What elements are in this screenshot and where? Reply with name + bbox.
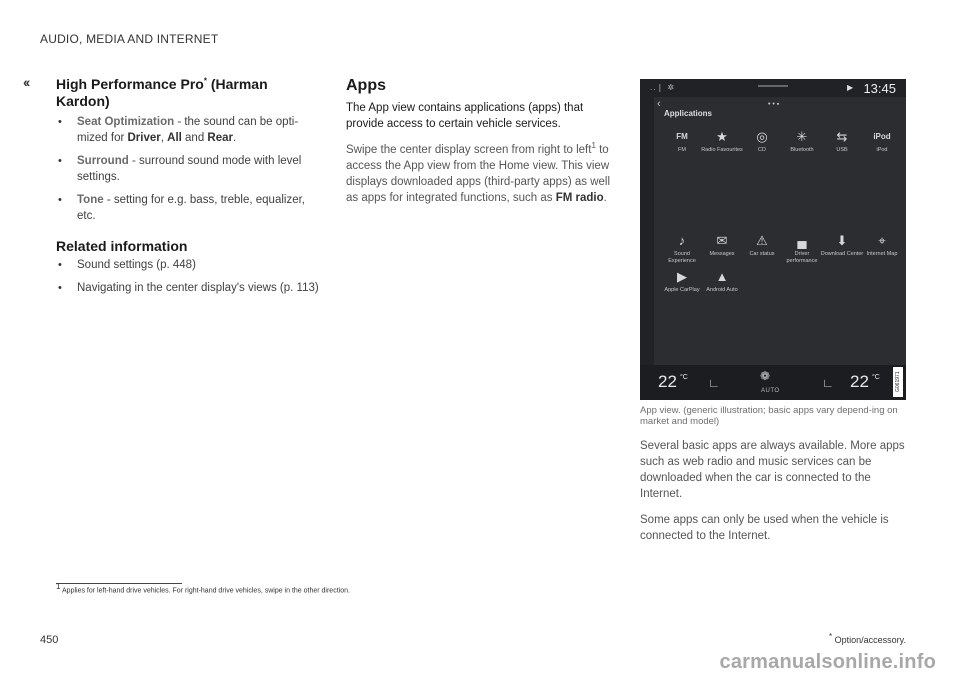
footnote: $^1$ Applies for left-hand drive vehicles. For right-hand drive vehicles, swipe in the other direction. (56, 582, 350, 595)
app-radio-favourites[interactable]: ★ Radio Favourites (701, 129, 743, 153)
list-item: • Surround - surround sound mode with level settings. (56, 153, 321, 185)
app-usb[interactable]: ⇆ USB (836, 129, 848, 153)
left-column (56, 76, 321, 303)
app-download-center[interactable]: ⬇ Download Center (820, 233, 864, 257)
app-ipod[interactable]: iPod iPod (873, 132, 891, 153)
seat-heat-left-icon[interactable]: ∟ (708, 376, 720, 390)
clock: 13:45 (863, 81, 896, 96)
app-grid-area (654, 97, 906, 365)
seat-heat-right-icon[interactable]: ∟ (822, 376, 834, 390)
image-reference-code: G061971 (893, 367, 903, 397)
app-sound-experience[interactable]: ♪ Sound Experience (668, 233, 696, 264)
continued-chevron-icon: ‹‹ (23, 74, 29, 90)
temp-right[interactable]: 22 (850, 372, 869, 391)
app-driver-performance[interactable]: ▄ Driver performance (786, 233, 818, 264)
body-paragraph: Some apps can only be used when the vehicle is connected to the Internet. (640, 514, 889, 542)
play-indicator-icon: ▶ (847, 83, 854, 92)
climate-bar (640, 365, 906, 400)
app-car-status[interactable]: ⚠ Car status (749, 233, 775, 257)
related-link[interactable]: • Sound settings (p. 448) (56, 257, 321, 273)
lead-paragraph: The App view contains applications (apps) that provide access to certain vehicle services. (346, 102, 584, 130)
related-heading: Related information (56, 238, 188, 254)
app-apple-carplay[interactable]: ▶ Apple CarPlay (664, 269, 700, 293)
app-internet-map[interactable]: ⌖ Internet Map (866, 233, 898, 257)
temp-unit-left: °C (680, 374, 688, 381)
app-fm[interactable]: FM FM (676, 132, 688, 153)
app-cd[interactable]: ◎ CD (756, 129, 768, 153)
body-paragraph: Swipe the center display screen from right to left$^1$ to access the App view from the Home view. This view displays downloaded apps (third-party apps) as well as apps for integrated functions, such as FM radio. (346, 141, 611, 204)
option-note: * Option/accessory. (829, 632, 906, 645)
temp-unit-right: °C (872, 374, 880, 381)
status-bar (640, 79, 906, 97)
list-item: • Tone - setting for e.g. bass, treble, equalizer, etc. (56, 192, 321, 224)
related-list (56, 257, 321, 296)
running-header: AUDIO, MEDIA AND INTERNET (40, 32, 219, 46)
right-column (640, 438, 906, 554)
app-bluetooth[interactable]: ✳ Bluetooth (790, 129, 814, 153)
footnote-rule (56, 583, 182, 584)
body-paragraph: Several basic apps are always available. More apps such as web radio and music services can be downloaded when the car is connected to the Internet. (640, 440, 905, 500)
watermark: carmanualsonline.info (719, 651, 936, 673)
app-view-illustration (640, 79, 906, 400)
related-link[interactable]: • Navigating in the center display's views (p. 113) (56, 280, 321, 296)
app-android-auto[interactable]: ▲ Android Auto (706, 269, 738, 293)
fan-auto-label: AUTO (761, 388, 780, 394)
settings-list (56, 114, 321, 224)
apps-title: Apps (346, 77, 386, 94)
section-title: High Performance Pro* (Harman Kardon) (56, 76, 268, 109)
figure-caption: App view. (generic illustration; basic apps vary depend-ing on market and model) (640, 405, 898, 427)
app-messages[interactable]: ✉ Messages (709, 233, 735, 257)
middle-column (346, 76, 611, 206)
signal-icon: ..❘ ✲ (650, 83, 676, 92)
applications-title: Applications (664, 109, 713, 118)
page-dots: • • ▪ (768, 101, 780, 108)
temp-left[interactable]: 22 (658, 372, 677, 391)
page-number: 450 (40, 634, 59, 646)
list-item: • Seat Optimization - the sound can be opti-mized for Driver, All and Rear. (56, 114, 321, 146)
back-chevron-icon[interactable]: ‹ (657, 98, 661, 110)
fan-icon[interactable]: ❁ (760, 369, 771, 383)
pull-handle[interactable] (758, 85, 788, 87)
